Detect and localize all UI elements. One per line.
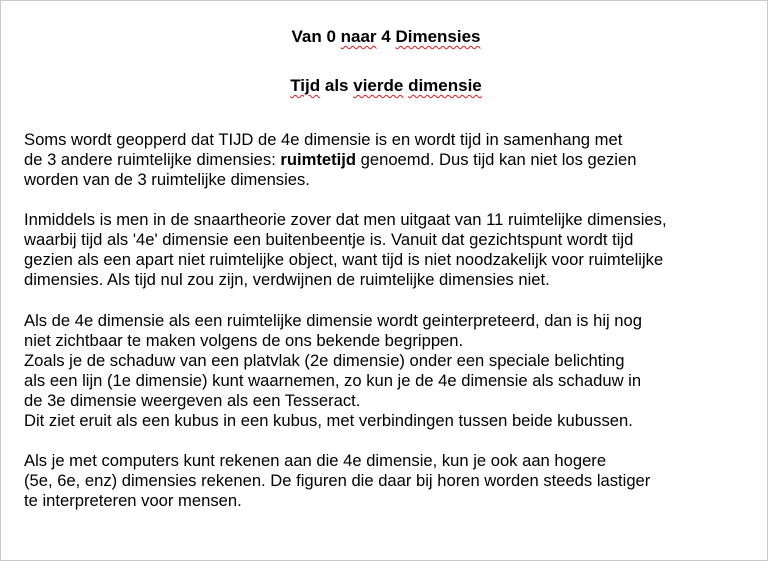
paragraph-4 [24, 451, 764, 511]
paragraph-3-line-2: niet zichtbaar te maken volgens de ons bekende begrippen. [24, 331, 464, 350]
paragraph-3-line-5: de 3e dimensie weergeven als een Tesseract. [24, 391, 361, 410]
title-part-4: Dimensies [395, 27, 481, 46]
paragraph-2-line-4: dimensies. Als tijd nul zou zijn, verdwijnen de ruimtelijke dimensies niet. [24, 270, 550, 289]
paragraph-2 [24, 210, 764, 290]
paragraph-2-line-3: gezien als een apart niet ruimtelijke object, want tijd is niet noodzakelijk voor ruimtelijke [24, 250, 664, 269]
title-part-2: naar [340, 27, 377, 46]
paragraph-2-line-1: Inmiddels is men in de snaartheorie zover dat men uitgaat van 11 ruimtelijke dimensies, [24, 210, 667, 229]
paragraph-4-line-1: Als je met computers kunt rekenen aan die 4e dimensie, kun je ook aan hogere [24, 451, 607, 470]
title-part-1: Van 0 [291, 27, 341, 46]
title-part-3: 4 [376, 27, 396, 46]
paragraph-1-line-3: worden van de 3 ruimtelijke dimensies. [24, 170, 310, 189]
paragraph-3-line-3: Zoals je de schaduw van een platvlak (2e dimensie) onder een speciale belichting [24, 351, 625, 370]
subtitle-part-3: vierde [353, 76, 404, 95]
document-subtitle [1, 76, 768, 96]
subtitle-part-1: Tijd [290, 76, 321, 95]
paragraph-4-line-2: (5e, 6e, enz) dimensies rekenen. De figuren die daar bij horen worden steeds lastiger [24, 471, 651, 490]
paragraph-4-line-3: te interpreteren voor mensen. [24, 491, 242, 510]
paragraph-1-line-2-after: genoemd. Dus tijd kan niet los gezien [356, 150, 637, 169]
subtitle-part-5: dimensie [408, 76, 482, 95]
paragraph-3-line-1: Als de 4e dimensie als een ruimtelijke dimensie wordt geinterpreteerd, dan is hij nog [24, 311, 642, 330]
document-title [1, 27, 768, 47]
paragraph-1 [24, 130, 764, 190]
paragraph-1-line-1: Soms wordt geopperd dat TIJD de 4e dimensie is en wordt tijd in samenhang met [24, 130, 623, 149]
paragraph-3-line-4: als een lijn (1e dimensie) kunt waarnemen, zo kun je de 4e dimensie als schaduw in [24, 371, 642, 390]
paragraph-3 [24, 311, 764, 431]
subtitle-part-2: als [320, 76, 354, 95]
paragraph-2-line-2: waarbij tijd als '4e' dimensie een buitenbeentje is. Vanuit dat gezichtspunt wordt tijd [24, 230, 634, 249]
ruimtetijd-bold-term: ruimtetijd [280, 150, 357, 169]
paragraph-1-line-2-before: de 3 andere ruimtelijke dimensies: [24, 150, 281, 169]
paragraph-1-line-2 [24, 150, 764, 170]
paragraph-3-line-6: Dit ziet eruit als een kubus in een kubus, met verbindingen tussen beide kubussen. [24, 411, 633, 430]
